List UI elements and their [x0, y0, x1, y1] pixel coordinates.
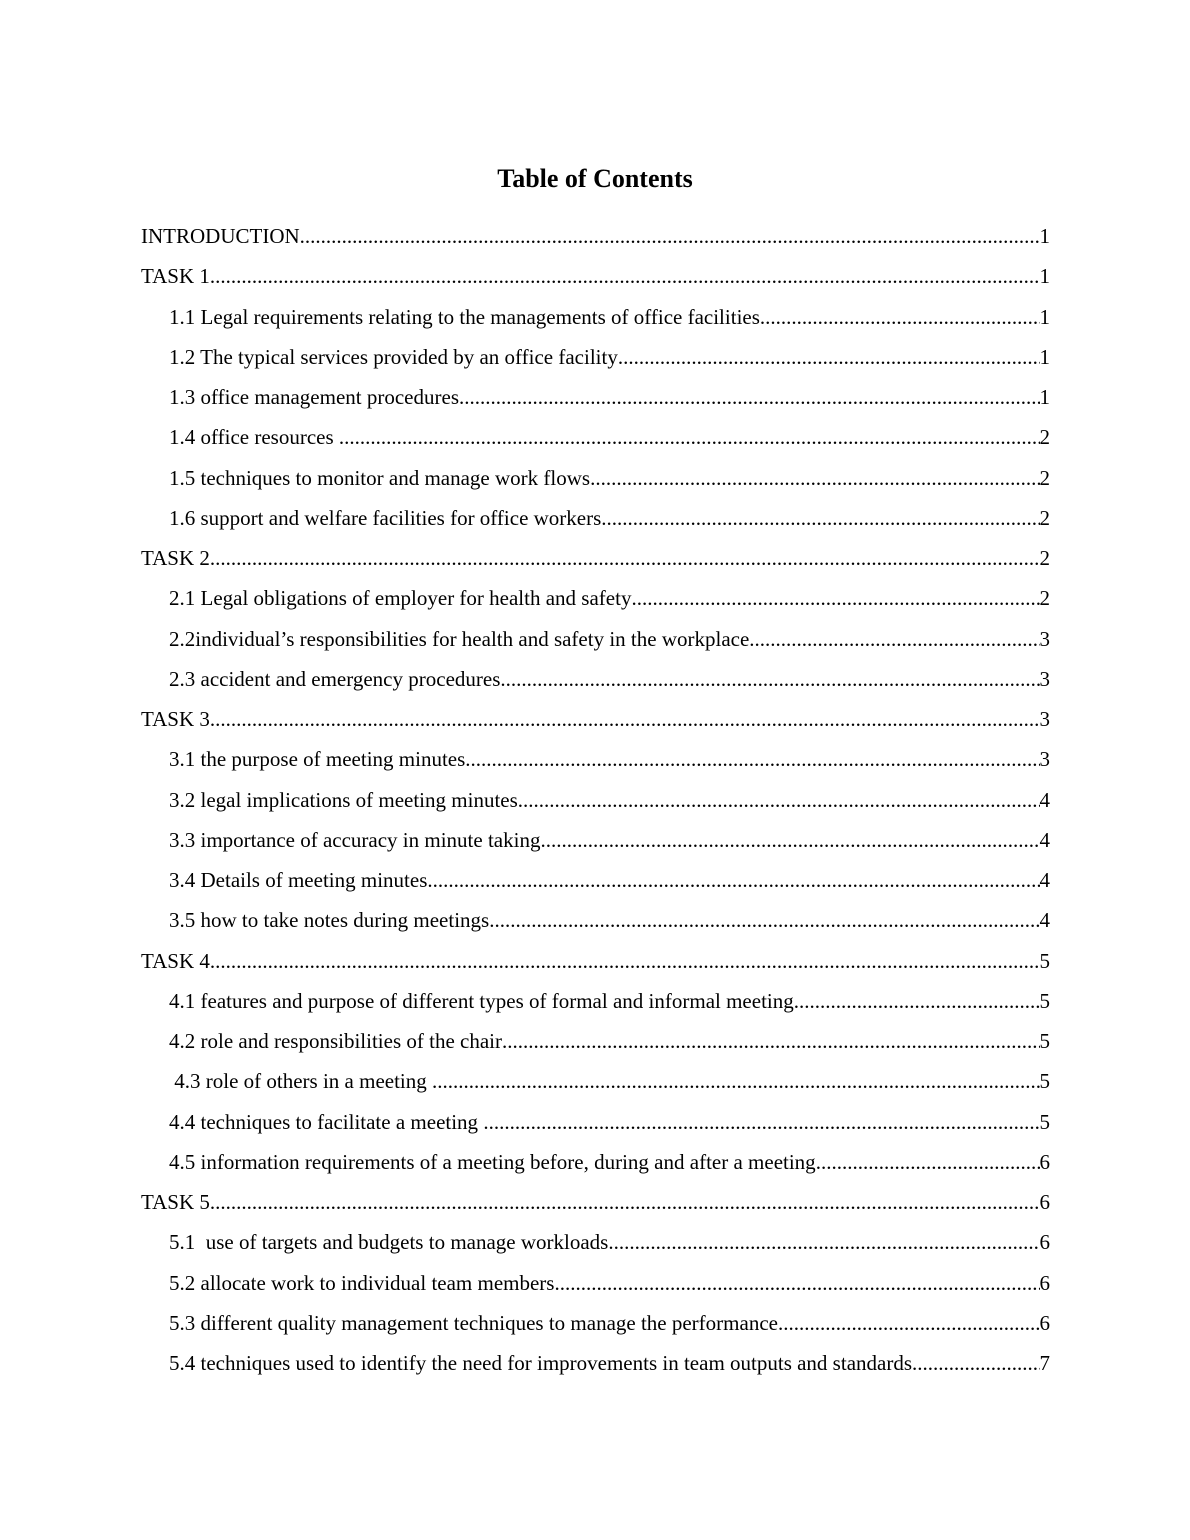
toc-entry[interactable]: [141, 300, 1050, 340]
toc-entry-label: TASK 4: [141, 948, 210, 973]
toc-entry-label: 4.4 techniques to facilitate a meeting: [169, 1109, 484, 1134]
toc-dot-leader: [601, 501, 1039, 535]
toc-title: Table of Contents: [497, 164, 693, 193]
toc-entry-label: 4.2 role and responsibilities of the chair: [169, 1029, 502, 1053]
toc-dot-leader: [749, 622, 1039, 656]
toc-entry-label: 1.1 Legal requirements relating to the managements of office facilities: [169, 304, 760, 329]
toc-entry-page-number: 1: [1039, 304, 1050, 329]
toc-entry[interactable]: [141, 742, 1050, 782]
toc-entry-page-number: 5: [1039, 1109, 1050, 1134]
toc-entry[interactable]: [141, 420, 1050, 460]
toc-dot-leader: [518, 783, 1040, 817]
toc-entry-label: 1.2 The typical services provided by an office facility: [169, 344, 618, 369]
toc-entry[interactable]: [141, 1064, 1050, 1104]
toc-dot-leader: [300, 219, 1040, 253]
toc-entry-label: 3.1 the purpose of meeting minutes: [169, 747, 466, 772]
toc-entry-page-number: 2: [1039, 465, 1050, 490]
toc-entry[interactable]: [141, 1266, 1050, 1306]
toc-dot-leader: [489, 903, 1039, 937]
toc-entry-label: 5.2 allocate work to individual team members: [169, 1270, 555, 1295]
toc-dot-leader: [339, 420, 1040, 454]
toc-entry[interactable]: [141, 340, 1050, 380]
toc-entry-label: 4.1 features and purpose of different types of formal and informal meeting: [169, 988, 794, 1013]
toc-dot-leader: [554, 1266, 1039, 1300]
toc-entry-page-number: 5: [1039, 1029, 1050, 1053]
toc-entry-label: 4.3 role of others in a meeting: [169, 1069, 433, 1094]
toc-dot-leader: [427, 863, 1039, 897]
toc-entry-page-number: 3: [1039, 666, 1050, 691]
toc-entry-page-number: 4: [1039, 908, 1050, 933]
toc-dot-leader: [540, 823, 1039, 857]
toc-entry[interactable]: [141, 1185, 1050, 1225]
toc-entry[interactable]: [141, 541, 1050, 581]
toc-entry-page-number: 4: [1039, 827, 1050, 852]
toc-dot-leader: [608, 1225, 1039, 1259]
toc-entry-page-number: 6: [1039, 1190, 1050, 1214]
toc-dot-leader: [816, 1145, 1040, 1179]
toc-dot-leader: [631, 581, 1039, 615]
toc-entry[interactable]: [141, 1105, 1050, 1145]
toc-entry-page-number: 6: [1039, 1270, 1050, 1295]
toc-entry-label: TASK 2: [141, 546, 210, 570]
toc-entry[interactable]: [141, 823, 1050, 863]
toc-entry-page-number: 5: [1039, 988, 1050, 1013]
toc-entry[interactable]: [141, 1346, 1050, 1386]
toc-entry[interactable]: [141, 1145, 1050, 1185]
toc-entry-page-number: 5: [1039, 1069, 1050, 1094]
toc-dot-leader: [210, 944, 1040, 978]
toc-entry-label: 3.3 importance of accuracy in minute taking: [169, 827, 541, 852]
toc-dot-leader: [432, 1064, 1039, 1098]
toc-entry[interactable]: [141, 622, 1050, 662]
toc-dot-leader: [760, 300, 1040, 334]
toc-entry[interactable]: [141, 662, 1050, 702]
toc-entry-label: 1.6 support and welfare facilities for office workers: [169, 505, 602, 530]
toc-entry[interactable]: [141, 903, 1050, 943]
toc-entry-page-number: 5: [1039, 948, 1050, 973]
toc-dot-leader: [917, 1346, 1039, 1380]
toc-entry[interactable]: [141, 863, 1050, 903]
toc-entry-page-number: 6: [1039, 1149, 1050, 1174]
toc-entry-label: 2.1 Legal obligations of employer for health and safety: [169, 586, 632, 611]
toc-dot-leader: [210, 1185, 1040, 1219]
toc-entry-label: 5.3 different quality management techniques to manage the performance: [169, 1310, 778, 1335]
toc-entry-page-number: 2: [1039, 546, 1050, 570]
toc-entry-page-number: 3: [1039, 747, 1050, 772]
toc-entry-page-number: 3: [1039, 626, 1050, 651]
toc-entry-page-number: 2: [1039, 425, 1050, 450]
toc-entry-label: 1.4 office resources: [169, 425, 339, 450]
toc-entry-page-number: 1: [1039, 385, 1050, 409]
toc-entry[interactable]: [141, 944, 1050, 984]
toc-entry[interactable]: [141, 1024, 1050, 1064]
toc-entry-label: INTRODUCTION: [141, 224, 300, 248]
toc-dot-leader: [618, 340, 1040, 374]
toc-entry-label: 3.4 Details of meeting minutes: [169, 868, 428, 892]
toc-dot-leader: [483, 1105, 1039, 1139]
toc-dot-leader: [500, 662, 1039, 696]
toc-entry-label: 5.1 use of targets and budgets to manage workloads: [169, 1230, 609, 1255]
toc-entry-page-number: 4: [1039, 868, 1050, 892]
toc-entry[interactable]: [141, 259, 1050, 299]
toc-entry-page-number: 2: [1039, 586, 1050, 611]
toc-entry-page-number: 4: [1039, 787, 1050, 812]
toc-entry-label: TASK 1: [141, 264, 210, 289]
toc-entry-label: TASK 3: [141, 707, 210, 731]
toc-entry-label: TASK 5: [141, 1190, 210, 1214]
toc-entry-page-number: 3: [1039, 707, 1050, 731]
toc-entry-page-number: 2: [1039, 505, 1050, 530]
toc-entry[interactable]: [141, 581, 1050, 621]
toc-entry-label: 4.5 information requirements of a meeting before, during and after a meeting: [169, 1149, 816, 1174]
toc-entry[interactable]: [141, 501, 1050, 541]
toc-dot-leader: [210, 541, 1040, 575]
toc-entry[interactable]: [141, 1225, 1050, 1265]
toc-entry[interactable]: [141, 984, 1050, 1024]
toc-entry[interactable]: [141, 380, 1050, 420]
toc-dot-leader: [502, 1024, 1040, 1058]
toc-entry-page-number: 1: [1039, 224, 1050, 248]
toc-list: [141, 219, 1050, 1386]
toc-dot-leader: [210, 259, 1040, 293]
toc-entry[interactable]: [141, 1306, 1050, 1346]
toc-entry-label: 2.3 accident and emergency procedures: [169, 666, 501, 691]
toc-dot-leader: [459, 380, 1040, 414]
toc-entry-label: 1.5 techniques to monitor and manage work flows: [169, 465, 591, 490]
toc-dot-leader: [778, 1306, 1040, 1340]
toc-entry-label: 3.2 legal implications of meeting minutes: [169, 787, 518, 812]
toc-dot-leader: [210, 702, 1040, 736]
toc-entry-label: 3.5 how to take notes during meetings: [169, 908, 490, 933]
toc-entry[interactable]: [141, 219, 1050, 259]
toc-entry-page-number: 7: [1039, 1351, 1050, 1375]
toc-entry-page-number: 6: [1039, 1310, 1050, 1335]
toc-entry[interactable]: [141, 702, 1050, 742]
toc-entry[interactable]: [141, 461, 1050, 501]
toc-dot-leader: [465, 742, 1039, 776]
toc-dot-leader: [590, 461, 1039, 495]
toc-entry-label: 2.2individual’s responsibilities for health and safety in the workplace: [169, 626, 750, 651]
toc-entry-label: 5.4 techniques used to identify the need for improvements in team outputs and standards.: [169, 1351, 918, 1375]
toc-dot-leader: [794, 984, 1040, 1018]
toc-entry-page-number: 1: [1039, 264, 1050, 289]
toc-entry[interactable]: [141, 783, 1050, 823]
toc-entry-page-number: 6: [1039, 1230, 1050, 1255]
toc-entry-page-number: 1: [1039, 344, 1050, 369]
toc-entry-label: 1.3 office management procedures: [169, 385, 459, 409]
